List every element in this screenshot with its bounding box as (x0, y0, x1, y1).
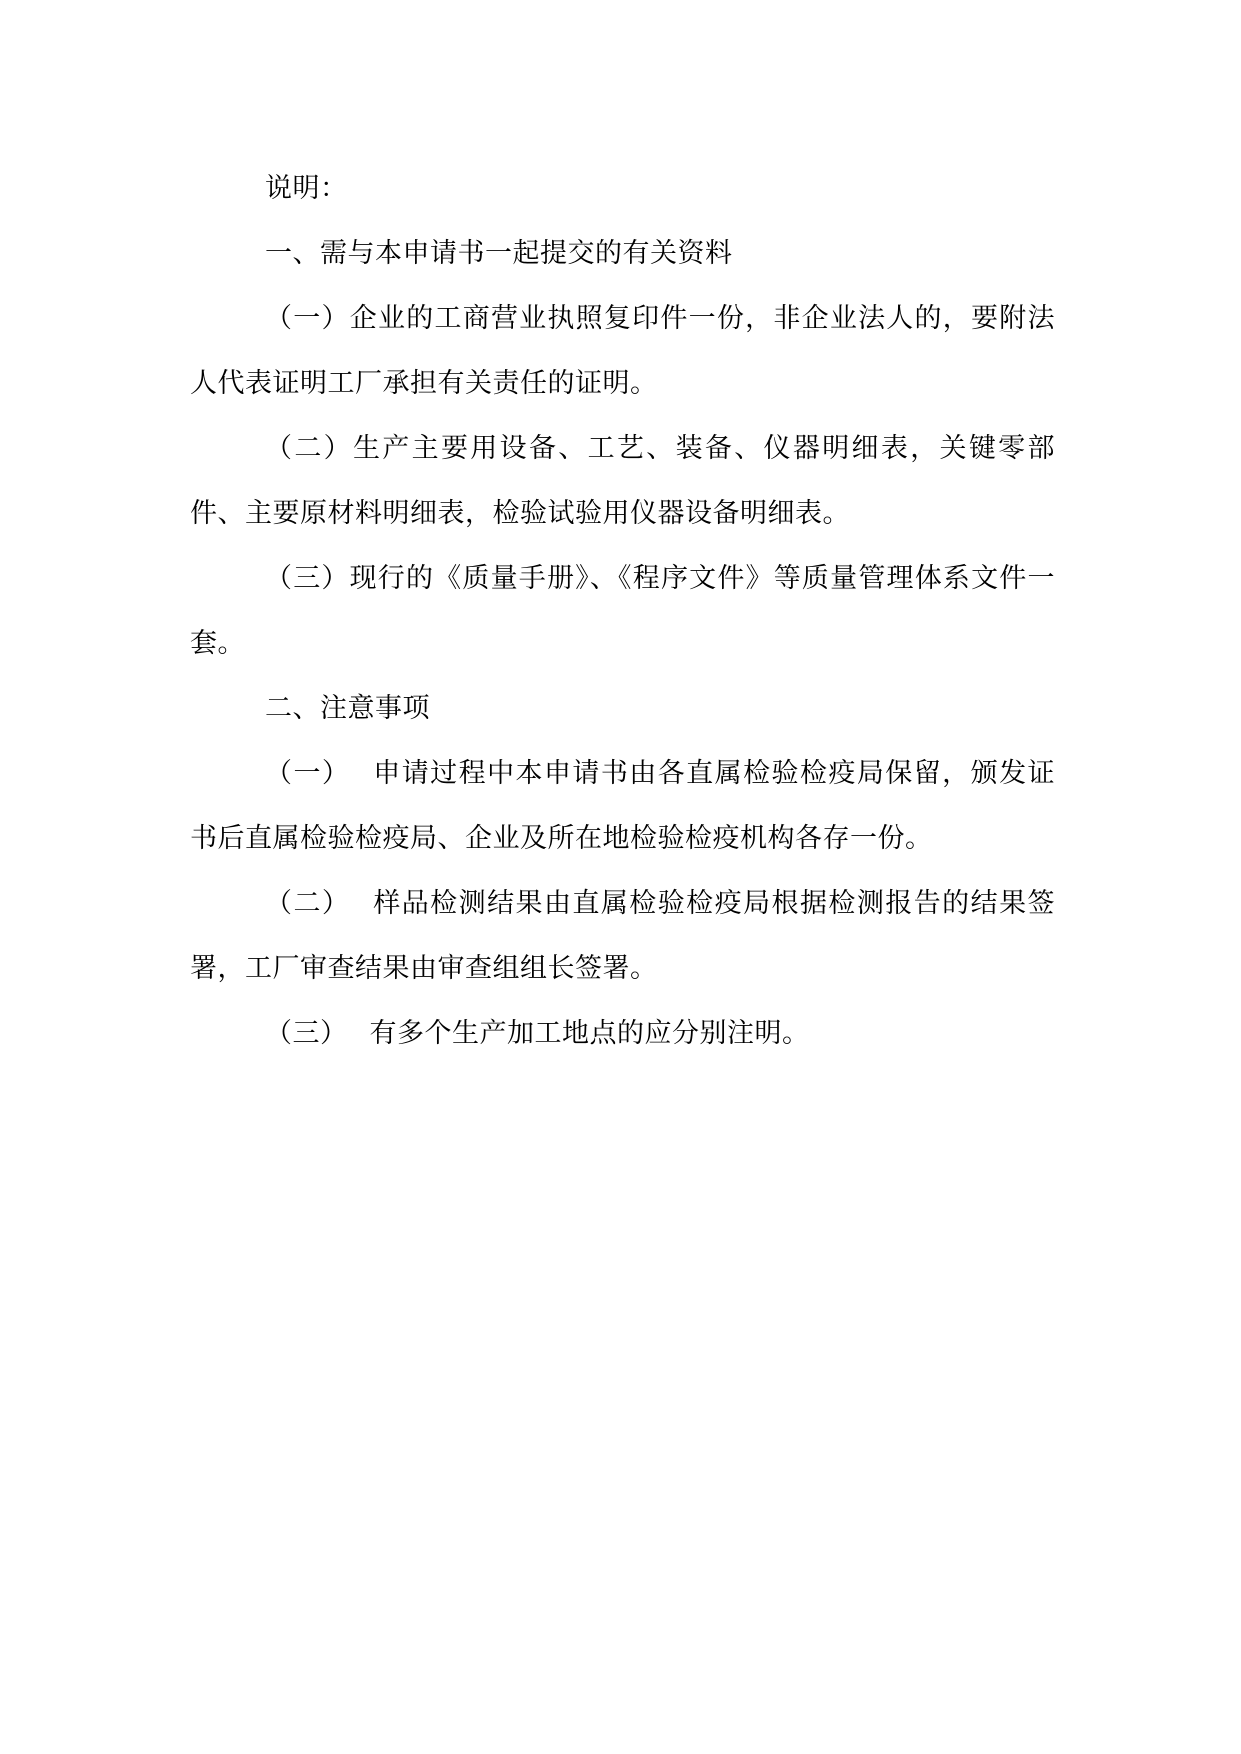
section-2-title: 二、注意事项 (265, 693, 430, 724)
section-1-title: 一、需与本申请书一起提交的有关资料 (265, 238, 733, 269)
item-text: 企业的工商营业执照复印件一份，非企业法人的，要附法人代表证明工厂承担有关责任的证明。 (190, 303, 1056, 399)
item-number: （三） (265, 563, 350, 594)
item-text: 现行的《质量手册》、《程序文件》等质量管理体系文件一套。 (190, 563, 1056, 659)
item-number: （二） (265, 433, 353, 464)
item-number: （一） (265, 303, 350, 334)
explanation-heading: 说明： (265, 173, 348, 204)
item-text: 申请过程中本申请书由各直属检验检疫局保留，颁发证书后直属检验检疫局、企业及所在地检验检疫机构各存一份。 (190, 758, 1056, 854)
section-1-item-1 (190, 286, 1055, 416)
item-text: 生产主要用设备、工艺、装备、仪器明细表，关键零部件、主要原材料明细表，检验试验用仪器设备明细表。 (190, 433, 1056, 529)
item-text: 有多个生产加工地点的应分别注明。 (369, 1018, 810, 1049)
item-number: （二） (265, 888, 351, 919)
item-text: 样品检测结果由直属检验检疫局根据检测报告的结果签署，工厂审查结果由审查组组长签署。 (190, 888, 1056, 984)
item-number: （三） (265, 1018, 348, 1049)
section-2-item-3 (190, 1001, 1055, 1066)
document-body (190, 156, 1055, 1066)
item-number: （一） (265, 758, 351, 789)
section-1-item-3 (190, 546, 1055, 676)
section-2-item-2 (190, 871, 1055, 1001)
section-2-item-1 (190, 741, 1055, 871)
section-1-item-2 (190, 416, 1055, 546)
